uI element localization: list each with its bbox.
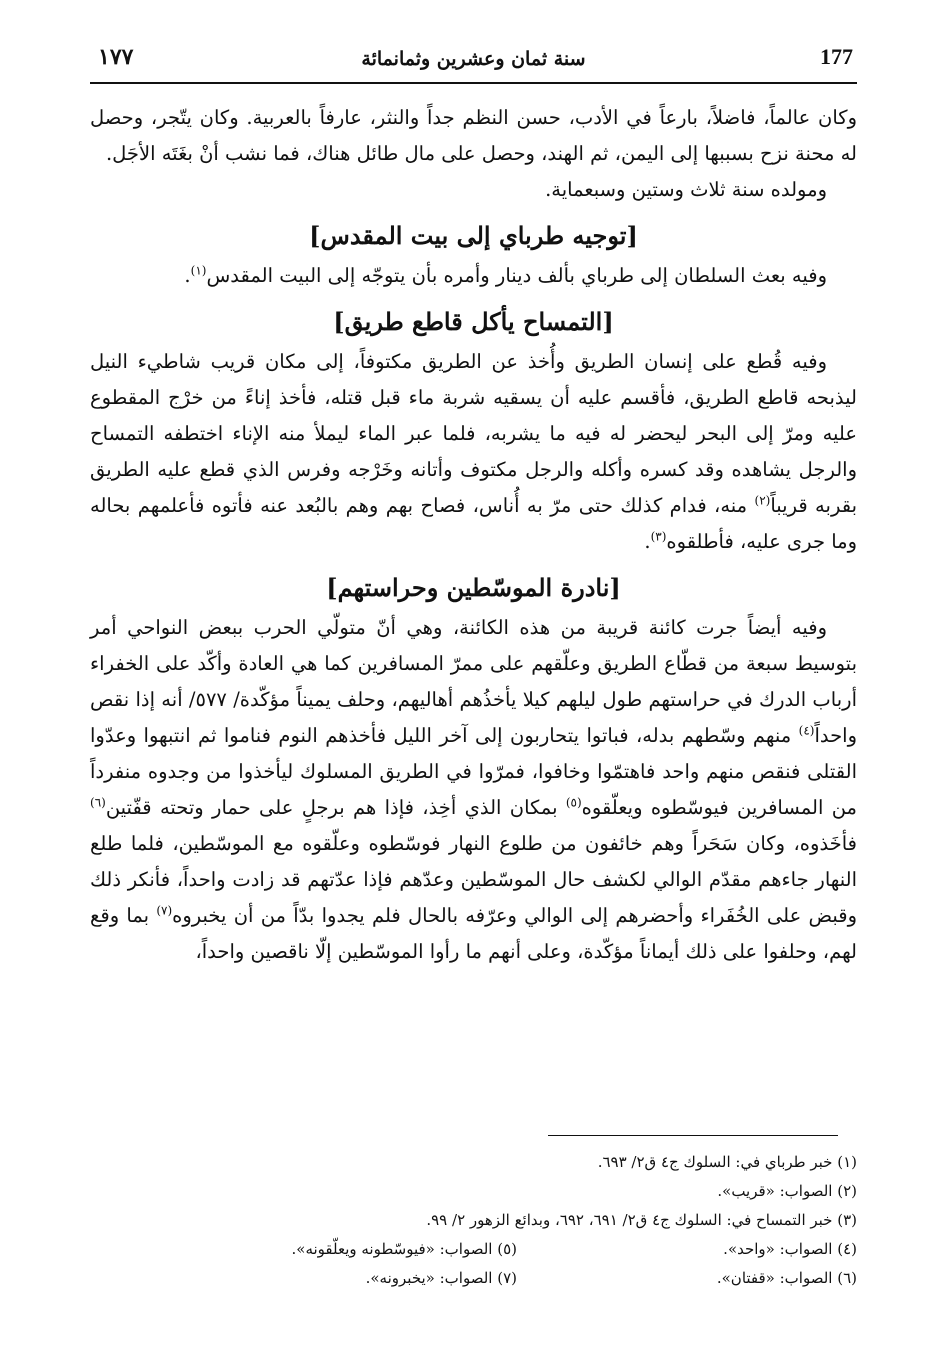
section-heading-guards: [نادرة الموسّطين وحراستهم]: [326, 573, 621, 602]
footnote-ref: (٥): [565, 795, 582, 810]
page-number-arabic: ١٧٧: [98, 44, 134, 70]
main-text: [90, 100, 857, 970]
footnote-4: (٤) الصواب: «واحد».: [723, 1240, 857, 1258]
paragraph-text: منهم وسّطهم بدله، فباتوا يتحاربون إلى آخر الليل فأخذهم النوم فناموا ثم انتبهوا وعدّوا القتلى فنقص منهم واحد فاهتمّوا وخافوا، فمرّوا في الطريق المسلوك ليأخذوا من وجدوه منفرداً من المسافرين فيوسّطوه ويعلّقوه: [90, 724, 857, 819]
footnote-ref: (٣): [650, 529, 667, 544]
page-header: [90, 42, 857, 84]
paragraph-birth: ومولده سنة ثلاث وستين وسبعماية.: [545, 178, 827, 201]
running-title: سنة ثمان وعشرين وثمانمائة: [361, 48, 586, 70]
paragraph-end: .: [644, 530, 651, 553]
footnote-ref: (٤): [798, 723, 815, 738]
paragraph-biography: وكان عالماً، فاضلاً، بارعاً في الأدب، حسن النظم جداً والنثر، عارفاً بالعربية. وكان يتّجر، وحصل له محنة نزح بسببها إلى اليمن، ثم الهند، وحصل على مال طائل هناك، فما نشب أنْ بغَتَه الأجَل.: [90, 106, 857, 165]
paragraph-end: .: [184, 264, 191, 287]
footnote-7: (٧) الصواب: «يخبرونه».: [365, 1269, 517, 1287]
paragraph-text: وفيه بعث السلطان إلى طرباي بألف دينار وأمره بأن يتوجّه إلى البيت المقدس: [206, 264, 827, 287]
paragraph-text: منه، فدام كذلك حتى مرّ به أُناس، فصاح بهم وهم بالبُعد عنه فأتوه فأعلمهم بحاله وما جرى عليه، فأطلقوه: [90, 494, 857, 553]
paragraph-text: وفيه أيضاً جرت كائنة قريبة من هذه الكائنة، وهي أنّ متولّي الحرب ببعض النواحي أمر بتوسيط سبعة من قطّاع الطريق وعلّقهم على ممرّ المسافرين كما هي العادة وأكّد على الخفراء أرباب الدرك في حراستهم طول ليلهم كيلا يأخذُهم أهاليهم، وحلف يميناً مؤكّدة/ ٥٧٧/ أنه إذا نقص واحداً: [90, 616, 857, 747]
footnote-ref: (١): [190, 263, 207, 278]
footnote-5: (٥) الصواب: «فيوسّطونه ويعلّقونه».: [291, 1240, 517, 1258]
paragraph-text: وفيه قُطع على إنسان الطريق وأُخذ عن الطريق مكتوفاً، إلى مكان قريب شاطيء النيل ليذبحه قاطع الطريق، فأقسم عليه أن يسقيه شربة ماء قبل قتله، فأخذ إناءً من خرْج المقطوع عليه ومرّ إلى البحر ليحضر له فيه ما يشربه، فلما عبر الماء ليملأ منه الإناء اختطفه التمساح والرجل يشاهده وقد كسره وأكله والرجل مكتوف وأتانه وخَرْجه وفرس الذي قطع عليه الطريق بقربه قريباً: [90, 350, 857, 517]
footnote-row: [90, 1235, 857, 1264]
section-heading-crocodile: [التمساح يأكل قاطع طريق]: [333, 307, 614, 336]
paragraph-text: فأخَذوه، وكان سَحَراً وهم خائفون من طلوع النهار فوسّطوه وعلّقوه مع الموسّطين، فلما طلع النهار جاءهم مقدّم الوالي لكشف حال الموسّطين وعدّهم فإذا عدّتهم قد زادت واحداً، فأنكر ذلك وقبض على الخُفَراء وأحضرهم إلى الوالي وعرّفه بالحال فلم يجدوا بدّاً من أن يخبروه: [90, 832, 858, 927]
footnote-ref: (٢): [754, 493, 771, 508]
section-heading-tarabay: [توجيه طرباي إلى بيت المقدس]: [309, 221, 638, 250]
footnotes: [90, 1148, 857, 1293]
page-number-latin: 177: [820, 44, 853, 69]
footnote-2: (٢) الصواب: «قريب».: [717, 1182, 857, 1200]
paragraph-text: بمكان الذي أخِذ، فإذا هم برجلٍ على حمار وتحته قفّتين: [105, 796, 566, 819]
footnote-6: (٦) الصواب: «قفتان».: [716, 1269, 857, 1287]
footnote-3: (٣) خبر التمساح في: السلوك ج٤ ق٢/ ٦٩١، ٦٩٢، وبدائع الزهور ٢/ ٩٩.: [426, 1211, 857, 1229]
footnote-divider: [548, 1135, 838, 1136]
footnote-ref: (٧): [156, 903, 173, 918]
paragraph-guards: [90, 610, 857, 970]
paragraph-tarabay: [90, 258, 857, 294]
footnote-1: (١) خبر طرباي في: السلوك ج٤ ق٢/ ٦٩٣.: [597, 1153, 857, 1171]
paragraph-text: بما وقع لهم، وحلفوا على ذلك أيماناً مؤكّدة، وعلى أنهم ما رأوا الموسّطين إلّا ناقصين واحداً،: [90, 904, 857, 963]
paragraph-crocodile: [90, 344, 857, 560]
footnote-row: [90, 1264, 857, 1293]
footnote-ref: (٦): [90, 795, 106, 810]
